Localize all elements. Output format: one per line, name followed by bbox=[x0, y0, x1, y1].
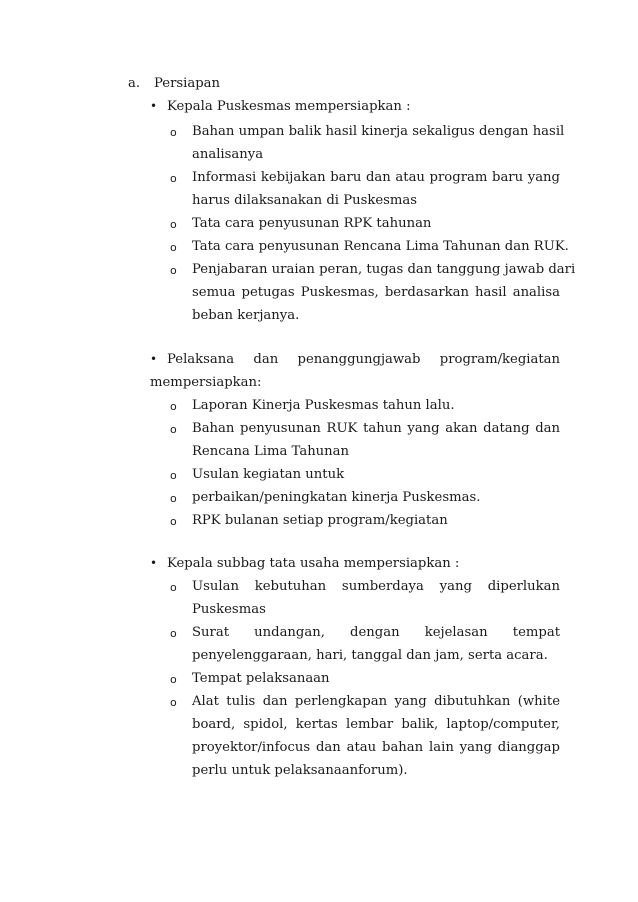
sub-item-text: board, spidol, kertas lembar balik, laptop/computer, bbox=[192, 717, 560, 732]
sub-item-text: Usulan kebutuhan sumberdaya yang diperlukan bbox=[192, 579, 560, 594]
sub-item-marker: o bbox=[170, 469, 177, 482]
sub-item-text: Bahan umpan balik hasil kinerja sekaligus dengan hasil bbox=[192, 124, 565, 139]
sub-item-text: perbaikan/peningkatan kinerja Puskesmas. bbox=[192, 490, 481, 505]
sub-item-text: Tata cara penyusunan RPK tahunan bbox=[192, 216, 432, 231]
bullet-text: mempersiapkan: bbox=[150, 375, 262, 390]
sub-item-text: Tata cara penyusunan Rencana Lima Tahunan dan RUK. bbox=[192, 239, 569, 254]
sub-item-text: Rencana Lima Tahunan bbox=[192, 444, 350, 459]
sub-item-marker: o bbox=[170, 627, 177, 640]
sub-item-marker: o bbox=[170, 673, 177, 686]
bullet-text: Kepala Puskesmas mempersiapkan : bbox=[167, 99, 411, 114]
sub-item-text: RPK bulanan setiap program/kegiatan bbox=[192, 513, 448, 528]
bullet-marker: • bbox=[150, 99, 158, 113]
sub-item-text: Puskesmas bbox=[192, 602, 266, 617]
bullet-text: Pelaksana dan penanggungjawab program/kegiatan bbox=[167, 352, 560, 367]
sub-item-text: beban kerjanya. bbox=[192, 308, 300, 323]
sub-item-text: perlu untuk pelaksanaanforum). bbox=[192, 763, 408, 778]
sub-item-text: penyelenggaraan, hari, tanggal dan jam, serta acara. bbox=[192, 648, 548, 663]
sub-item-text: proyektor/infocus dan atau bahan lain yang dianggap bbox=[192, 740, 560, 755]
sub-item-marker: o bbox=[170, 696, 177, 709]
sub-item-marker: o bbox=[170, 423, 177, 436]
sub-item-text: semua petugas Puskesmas, berdasarkan hasil analisa bbox=[192, 285, 560, 300]
sub-item-marker: o bbox=[170, 581, 177, 594]
sub-item-text: Alat tulis dan perlengkapan yang dibutuhkan (white bbox=[192, 694, 560, 709]
sub-item-text: harus dilaksanakan di Puskesmas bbox=[192, 193, 418, 208]
sub-item-marker: o bbox=[170, 515, 177, 528]
section-heading bbox=[128, 76, 220, 91]
sub-item-marker: o bbox=[170, 264, 177, 277]
sub-item-marker: o bbox=[170, 218, 177, 231]
sub-item-marker: o bbox=[170, 241, 177, 254]
sub-item-text: Informasi kebijakan baru dan atau program baru yang bbox=[192, 170, 560, 185]
heading-title: Persiapan bbox=[154, 76, 221, 91]
sub-item-marker: o bbox=[170, 400, 177, 413]
bullet-marker: • bbox=[150, 352, 158, 366]
heading-marker: a. bbox=[128, 76, 141, 91]
sub-item-text: analisanya bbox=[192, 147, 264, 162]
sub-item-text: Surat undangan, dengan kejelasan tempat bbox=[192, 625, 560, 640]
bullet-text: Kepala subbag tata usaha mempersiapkan : bbox=[167, 556, 460, 571]
sub-item-text: Tempat pelaksanaan bbox=[192, 671, 330, 686]
sub-item-marker: o bbox=[170, 492, 177, 505]
sub-item-marker: o bbox=[170, 126, 177, 139]
sub-item-text: Usulan kegiatan untuk bbox=[192, 467, 345, 482]
sub-item-marker: o bbox=[170, 172, 177, 185]
sub-item-text: Penjabaran uraian peran, tugas dan tanggung jawab dari bbox=[192, 262, 576, 277]
sub-item-text: Bahan penyusunan RUK tahun yang akan datang dan bbox=[192, 421, 560, 436]
sub-item-text: Laporan Kinerja Puskesmas tahun lalu. bbox=[192, 398, 455, 413]
bullet-marker: • bbox=[150, 556, 158, 570]
